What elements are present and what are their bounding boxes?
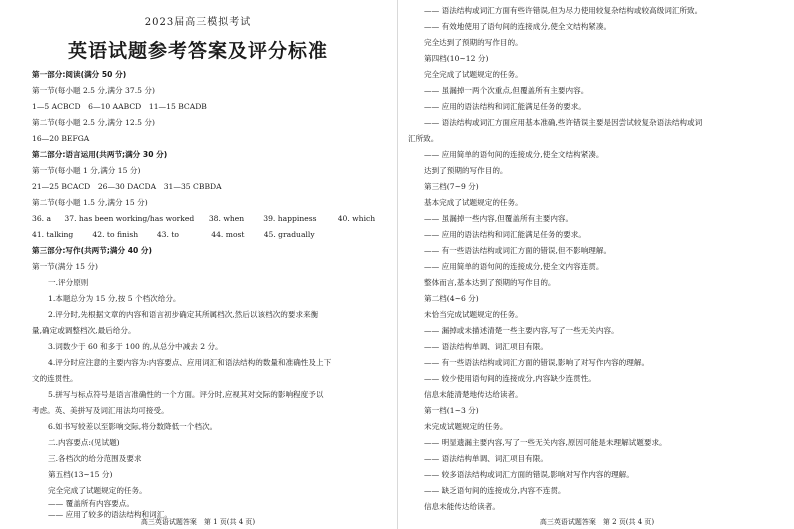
exam-header: 2023届高三模拟考试 bbox=[144, 17, 252, 28]
band3-item: —— 虽漏掉一些内容,但覆盖所有主要内容。 bbox=[424, 214, 574, 223]
band3-heading: 第三档(7~9 分) bbox=[424, 182, 479, 191]
part1-section2-answers: 16—20 BEFGA bbox=[32, 134, 90, 143]
part2-section1-answers: 21—25 BCACD 26—30 DACDA 31—35 CBBDA bbox=[32, 182, 222, 191]
band1-item: —— 明显遗漏主要内容,写了一些无关内容,原因可能是未理解试题要求。 bbox=[424, 438, 667, 447]
band3-conclusion: 整体而言,基本达到了预期的写作目的。 bbox=[424, 278, 556, 287]
band5-item: —— 应用了较多的语法结构和词汇。 bbox=[48, 510, 172, 519]
answer-page-2 bbox=[400, 0, 794, 529]
grammar-answer: 42. to finish bbox=[92, 230, 139, 239]
band1-description: 未完成试题规定的任务。 bbox=[424, 422, 508, 431]
grammar-answer: 37. has been working/has worked bbox=[64, 214, 195, 223]
principle-2: 2.评分时,先根据文章的内容和语言初步确定其所属档次,然后以该档次的要求来衡 bbox=[48, 310, 319, 319]
band4-description: 完全完成了试题规定的任务。 bbox=[424, 70, 523, 79]
grammar-answer: 41. talking bbox=[32, 230, 74, 239]
page-divider bbox=[397, 0, 398, 529]
band2-conclusion: 信息未能清楚地传达给读者。 bbox=[424, 390, 523, 399]
principle-1: 1.本题总分为 15 分,按 5 个档次给分。 bbox=[48, 294, 181, 303]
band2-item: —— 有一些语法结构或词汇方面的错误,影响了对写作内容的理解。 bbox=[424, 358, 650, 367]
band4-item: —— 虽漏掉一两个次重点,但覆盖所有主要内容。 bbox=[424, 86, 589, 95]
part3-section1-heading: 第一节(满分 15 分) bbox=[32, 262, 98, 271]
band4-item-cont: 汇所致。 bbox=[408, 134, 439, 143]
principle-6: 6.如书写较差以至影响交际,将分数降低一个档次。 bbox=[48, 422, 218, 431]
band4-item: —— 语法结构或词汇方面应用基本准确,些许错误主要是因尝试较复杂语法结构或词 bbox=[424, 118, 703, 127]
principle-heading: 一.评分原则 bbox=[48, 278, 89, 287]
content-points-heading: 二.内容要点:(见试题) bbox=[48, 438, 120, 447]
band2-item: —— 语法结构单调、词汇项目有限。 bbox=[424, 342, 548, 351]
band5-heading: 第五档(13~15 分) bbox=[48, 470, 113, 479]
grammar-answer: 44. most bbox=[211, 230, 245, 239]
band3-description: 基本完成了试题规定的任务。 bbox=[424, 198, 523, 207]
band1-heading: 第一档(1~3 分) bbox=[424, 406, 479, 415]
grammar-answer: 43. to bbox=[156, 230, 179, 239]
band2-item: —— 漏掉或未描述清楚一些主要内容,写了一些无关内容。 bbox=[424, 326, 619, 335]
band5-conclusion: 完全达到了预期的写作目的。 bbox=[424, 38, 523, 47]
grammar-answer: 40. which bbox=[337, 214, 376, 223]
page-title: 英语试题参考答案及评分标准 bbox=[67, 40, 328, 62]
page-footer: 高三英语试题答案 第 1 页(共 4 页) bbox=[140, 518, 256, 526]
answer-page-1 bbox=[0, 0, 396, 529]
principle-3: 3.词数少于 60 和多于 100 的,从总分中减去 2 分。 bbox=[48, 342, 223, 351]
principle-2-cont: 量,确定或调整档次,最后给分。 bbox=[32, 326, 136, 335]
band5-description: 完全完成了试题规定的任务。 bbox=[48, 486, 147, 495]
part3-heading: 第三部分:写作(共两节;满分 40 分) bbox=[32, 246, 152, 255]
band1-item: —— 缺乏语句间的连接成分,内容不连贯。 bbox=[424, 486, 566, 495]
band1-item: —— 语法结构单调、词汇项目有限。 bbox=[424, 454, 548, 463]
grammar-answers-row-1 bbox=[32, 214, 375, 224]
part1-section2-heading: 第二节(每小题 2.5 分,满分 12.5 分) bbox=[32, 118, 155, 127]
band4-conclusion: 达到了预期的写作目的。 bbox=[424, 166, 508, 175]
band1-conclusion: 信息未能传达给读者。 bbox=[424, 502, 500, 511]
band3-item: —— 有一些语法结构或词汇方面的错误,但不影响理解。 bbox=[424, 246, 612, 255]
part2-heading: 第二部分:语言运用(共两节;满分 30 分) bbox=[32, 150, 168, 159]
part2-section1-heading: 第一节(每小题 1 分,满分 15 分) bbox=[32, 166, 141, 175]
part1-heading: 第一部分:阅读(满分 50 分) bbox=[32, 70, 127, 79]
band5-item: —— 有效地使用了语句间的连接成分,使全文结构紧凑。 bbox=[424, 22, 612, 31]
principle-5: 5.拼写与标点符号是语言准确性的一个方面。评分时,应视其对交际的影响程度予以 bbox=[48, 390, 324, 399]
band2-description: 未恰当完成试题规定的任务。 bbox=[424, 310, 523, 319]
part1-section1-heading: 第一节(每小题 2.5 分,满分 37.5 分) bbox=[32, 86, 155, 95]
score-ranges-heading: 三.各档次的给分范围及要求 bbox=[48, 454, 142, 463]
band4-item: —— 应用的语法结构和词汇能满足任务的要求。 bbox=[424, 102, 586, 111]
grammar-answer: 38. when bbox=[208, 214, 245, 223]
band4-heading: 第四档(10~12 分) bbox=[424, 54, 489, 63]
principle-4-cont: 文的连贯性。 bbox=[32, 374, 78, 383]
grammar-answer: 36. a bbox=[32, 214, 52, 223]
grammar-answer: 39. happiness bbox=[263, 214, 317, 223]
grammar-answer: 45. gradually bbox=[263, 230, 315, 239]
band3-item: —— 应用简单的语句间的连接成分,使全文内容连贯。 bbox=[424, 262, 604, 271]
part2-section2-heading: 第二节(每小题 1.5 分,满分 15 分) bbox=[32, 198, 148, 207]
band5-item: —— 语法结构或词汇方面有些许错误,但为尽力使用较复杂结构或较高级词汇所致。 bbox=[424, 6, 703, 15]
band3-item: —— 应用的语法结构和词汇能满足任务的要求。 bbox=[424, 230, 586, 239]
band2-item: —— 较少使用语句间的连接成分,内容缺少连贯性。 bbox=[424, 374, 596, 383]
principle-5-cont: 考虑。英、美拼写及词汇用法均可接受。 bbox=[32, 406, 169, 415]
band1-item: —— 较多语法结构或词汇方面的错误,影响对写作内容的理解。 bbox=[424, 470, 634, 479]
grammar-answers-row-2 bbox=[32, 230, 315, 240]
principle-4: 4.评分时应注意的主要内容为:内容要点、应用词汇和语法结构的数量和准确性及上下 bbox=[48, 358, 332, 367]
band2-heading: 第二档(4~6 分) bbox=[424, 294, 479, 303]
page-footer: 高三英语试题答案 第 2 页(共 4 页) bbox=[539, 518, 655, 526]
band5-item: —— 覆盖所有内容要点。 bbox=[48, 499, 134, 508]
band4-item: —— 应用简单的语句间的连接成分,使全文结构紧凑。 bbox=[424, 150, 604, 159]
part1-section1-answers: 1—5 ACBCD 6—10 AABCD 11—15 BCADB bbox=[32, 102, 207, 111]
